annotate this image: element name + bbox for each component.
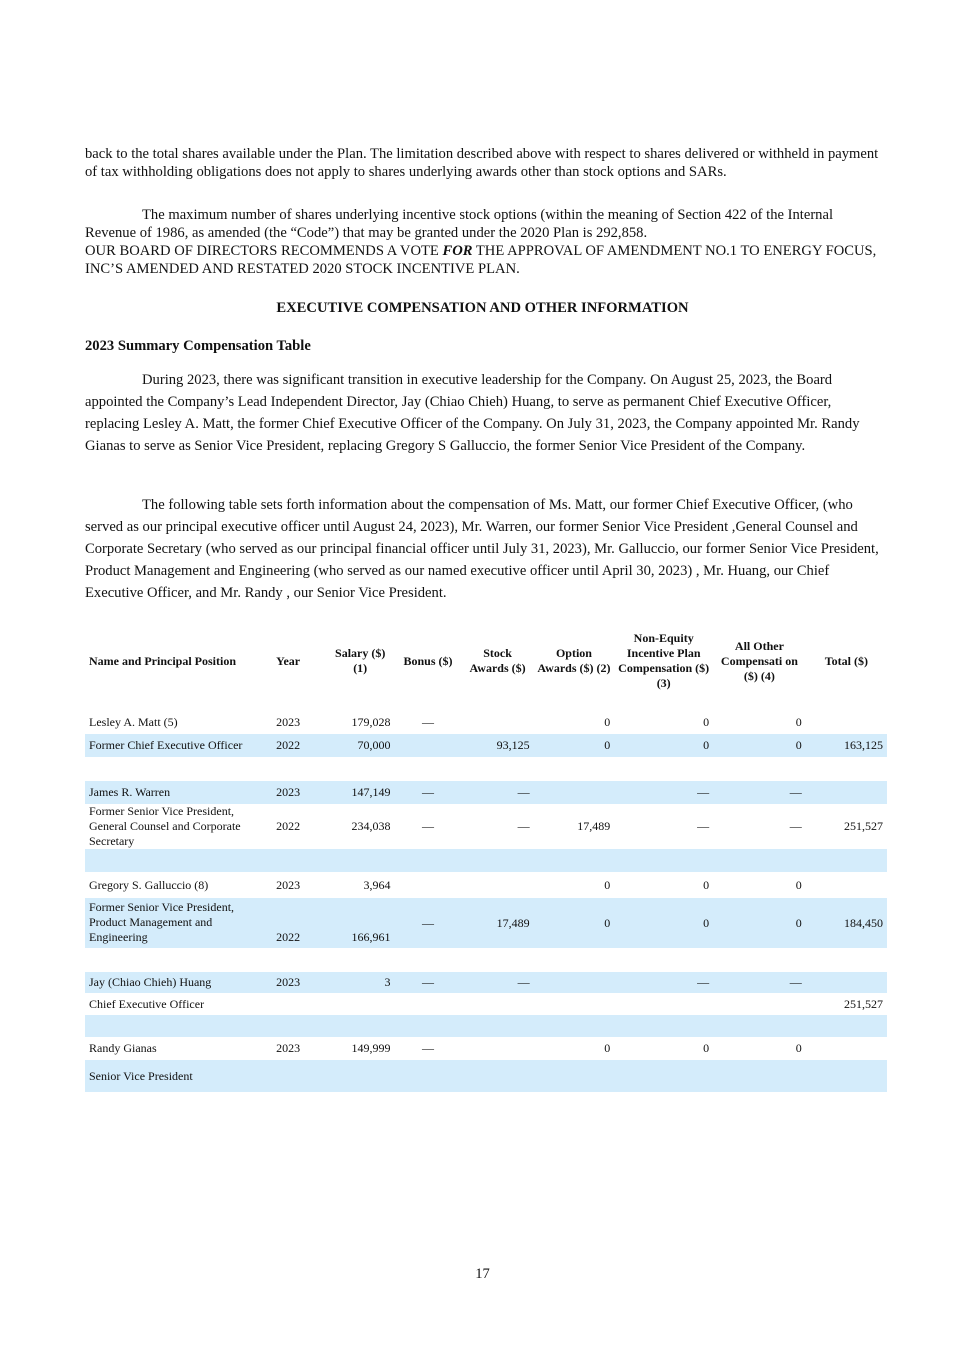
cell-name: Senior Vice President [85, 1060, 266, 1092]
table-row [85, 734, 887, 757]
cell-other: — [713, 781, 806, 804]
cell-name: Former Senior Vice President, General Counsel and Corporate Secretary [89, 804, 241, 848]
cell-bonus [395, 993, 462, 1015]
header-name: Name and Principal Position [89, 653, 237, 668]
cell-name: Gregory S. Galluccio (8) [89, 877, 209, 892]
table-row [85, 781, 887, 804]
cell-salary [326, 1060, 395, 1092]
cell-name: Chief Executive Officer [89, 996, 205, 1011]
table-row [85, 804, 887, 849]
cell-nonequity [614, 1060, 713, 1092]
table-row [85, 993, 887, 1015]
spacer-row [85, 948, 887, 972]
cell-other: — [789, 819, 802, 833]
cell-bonus [395, 734, 462, 757]
cell-stock [461, 710, 533, 734]
cell-year: 2022 [276, 819, 301, 833]
cell-stock [461, 872, 533, 898]
spacer-row [85, 1015, 887, 1037]
cell-year [266, 1060, 326, 1092]
cell-nonequity: 0 [614, 898, 713, 948]
cell-stock: 93,125 [461, 734, 533, 757]
header-stock-awards: Stock Awards ($) [469, 646, 526, 675]
cell-salary: 149,999 [351, 1041, 391, 1055]
cell-stock [461, 1060, 533, 1092]
cell-total: 251,527 [844, 996, 883, 1011]
cell-name: Former Senior Vice President, Product Management and Engineering [85, 898, 266, 948]
cell-bonus: — [421, 714, 434, 729]
spacer-row [85, 757, 887, 781]
cell-total [806, 1060, 887, 1092]
cell-nonequity: — [614, 781, 713, 804]
cell-nonequity: 0 [703, 1041, 710, 1055]
header-option-awards: Option Awards ($) (2) [537, 646, 611, 675]
section-title: EXECUTIVE COMPENSATION AND OTHER INFORMATION [276, 300, 689, 316]
cell-year: 2023 [276, 877, 301, 892]
cell-salary: 3 [326, 972, 395, 993]
cell-total: 163,125 [806, 734, 887, 757]
spacer-cell [85, 849, 887, 872]
cell-option: 0 [604, 877, 611, 892]
cell-other: 0 [713, 898, 806, 948]
cell-option: 0 [534, 734, 615, 757]
cell-option [534, 1060, 615, 1092]
cell-nonequity: — [697, 819, 710, 833]
subsection-title: 2023 Summary Compensation Table [85, 338, 311, 354]
cell-total [806, 1037, 887, 1060]
cell-salary: 179,028 [351, 714, 391, 729]
cell-salary [326, 993, 395, 1015]
table-row [85, 1060, 887, 1092]
cell-total: 251,527 [844, 819, 883, 833]
cell-other [713, 993, 806, 1015]
cell-nonequity: 0 [703, 877, 710, 892]
header-all-other: All Other Compensati on ($) (4) [720, 638, 798, 683]
cell-other: — [713, 972, 806, 993]
cell-nonequity [614, 993, 713, 1015]
cell-year [266, 993, 326, 1015]
summary-compensation-table [85, 620, 887, 1092]
recommend-for-emphasis: FOR [442, 243, 473, 259]
cell-year: 2023 [266, 972, 326, 993]
cell-stock: — [517, 819, 530, 833]
cell-other: 0 [713, 734, 806, 757]
cell-stock [461, 1037, 533, 1060]
incentive-options-text: The maximum number of shares underlying incentive stock options (within the meaning of Section 422 of the Internal Revenue of 1986, as amended (the “Code”) that may be granted under the 2020 Plan is 292,858. [85, 207, 834, 241]
cell-salary: 147,149 [326, 781, 395, 804]
cell-option: 0 [534, 898, 615, 948]
cell-name: James R. Warren [85, 781, 266, 804]
spacer-cell [85, 948, 887, 972]
cell-stock: 17,489 [461, 898, 533, 948]
cell-option: 0 [604, 1041, 611, 1055]
intro-paragraph-2 [85, 206, 885, 278]
cell-total [806, 872, 887, 898]
cell-stock [461, 993, 533, 1015]
recommend-text-post: THE APPROVAL OF AMENDMENT NO.1 TO ENERGY FOCUS, INC’S AMENDED AND RESTATED 2020 STOCK INCENTIVE PLAN. [85, 243, 877, 277]
cell-other: 0 [795, 714, 802, 729]
header-non-equity: Non-Equity Incentive Plan Compensation ($) (3) [618, 631, 710, 690]
cell-bonus: — [395, 972, 462, 993]
cell-nonequity: — [614, 972, 713, 993]
cell-bonus: — [421, 1041, 434, 1055]
cell-name: Former Chief Executive Officer [85, 734, 266, 757]
header-bonus: Bonus ($) [403, 653, 453, 668]
intro-paragraph-1: back to the total shares available under the Plan. The limitation described above with respect to shares delivered or withheld in payment of tax withholding obligations does not apply to shares underlying awards other than stock options and SARs. [85, 146, 879, 180]
table-header-row [85, 620, 887, 702]
table-row [85, 872, 887, 898]
cell-option [534, 993, 615, 1015]
cell-bonus: — [421, 819, 434, 833]
transition-paragraph: During 2023, there was significant transition in executive leadership for the Company. On August 25, 2023, the Board appointed the Company’s Lead Independent Director, Jay (Chiao Chieh) Huang, to serve as permanent Chief Executive Officer, replacing Lesley A. Matt, the former Chief Executive Officer of the Company. On July 31, 2023, the Company appointed Mr. Randy Gianas to serve as Senior Vice President, replacing Gregory S Galluccio, the former Senior Vice President of the Company. [85, 372, 860, 454]
table-row [85, 710, 887, 734]
spacer-cell [85, 1015, 887, 1037]
spacer-cell [85, 757, 887, 781]
spacer-row [85, 849, 887, 872]
cell-salary: 3,964 [363, 877, 391, 892]
cell-nonequity: 0 [703, 714, 710, 729]
cell-salary: 166,961 [326, 898, 395, 948]
cell-bonus: — [395, 898, 462, 948]
cell-stock: — [461, 972, 533, 993]
cell-salary: 70,000 [326, 734, 395, 757]
header-year: Year [276, 653, 301, 668]
cell-option [534, 781, 615, 804]
cell-other: 0 [795, 1041, 802, 1055]
cell-year: 2022 [266, 898, 326, 948]
cell-nonequity: 0 [614, 734, 713, 757]
cell-option: 17,489 [577, 819, 611, 833]
cell-total: 184,450 [806, 898, 887, 948]
cell-total [806, 972, 887, 993]
cell-year: 2022 [266, 734, 326, 757]
page-number: 17 [475, 1266, 490, 1282]
cell-bonus: — [395, 781, 462, 804]
cell-year: 2023 [276, 714, 301, 729]
header-total: Total ($) [824, 653, 868, 668]
cell-salary: 234,038 [351, 819, 391, 833]
cell-name: Lesley A. Matt (5) [89, 714, 178, 729]
table-row [85, 898, 887, 948]
cell-option [534, 972, 615, 993]
cell-other [713, 1060, 806, 1092]
cell-year: 2023 [266, 781, 326, 804]
cell-name: Jay (Chiao Chieh) Huang [85, 972, 266, 993]
cell-bonus [395, 1060, 462, 1092]
cell-year: 2023 [276, 1041, 301, 1055]
cell-total [806, 781, 887, 804]
table-row [85, 1037, 887, 1060]
cell-option: 0 [604, 714, 611, 729]
cell-total [806, 710, 887, 734]
header-salary: Salary ($) (1) [335, 646, 386, 675]
cell-stock: — [461, 781, 533, 804]
table-row [85, 972, 887, 993]
recommend-text-pre: OUR BOARD OF DIRECTORS RECOMMENDS A VOTE [85, 243, 443, 259]
cell-bonus [395, 872, 462, 898]
cell-other: 0 [795, 877, 802, 892]
table-intro-paragraph: The following table sets forth information about the compensation of Ms. Matt, our former Chief Executive Officer, (who served as our principal executive officer until August 24, 2023), Mr. Warren, our former Senior Vice President ,General Counsel and Corporate Secretary (who served as our principal financial officer until July 31, 2023), Mr. Galluccio, our former Senior Vice President, Product Management and Engineering (who served as our named executive officer until April 30, 2023) , Mr. Huang, our Chief Executive Officer, and Mr. Randy , our Senior Vice President. [85, 497, 879, 601]
cell-name: Randy Gianas [89, 1041, 157, 1055]
